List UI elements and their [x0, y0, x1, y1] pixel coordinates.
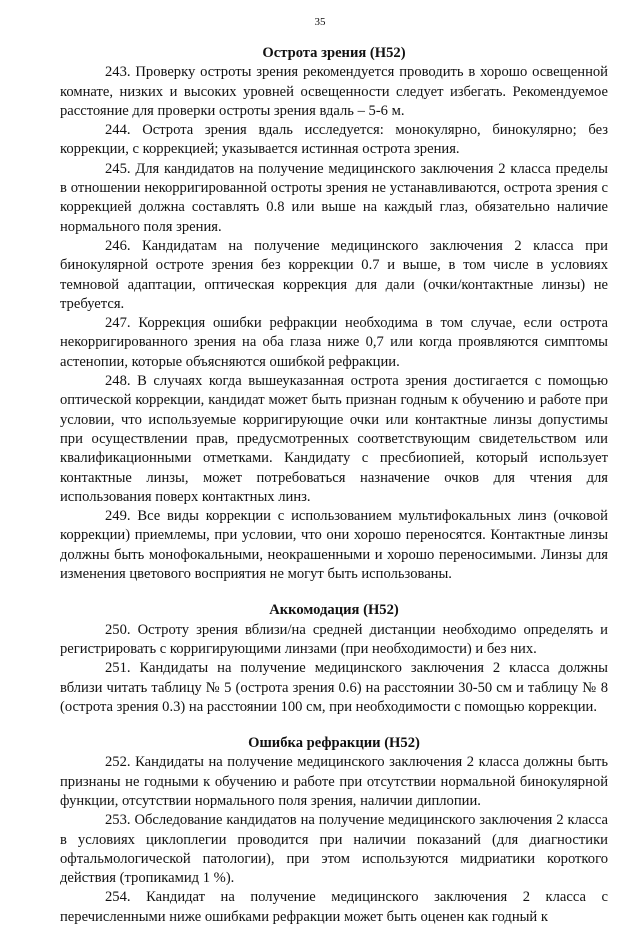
paragraph-250: 250. Остроту зрения вблизи/на средней дистанции необходимо определять и регистрировать с корригирующими линзами (при необходимости) и без них.	[60, 621, 608, 657]
paragraph-247: 247. Коррекция ошибки рефракции необходима в том случае, если острота некорригированного зрения на оба глаза ниже 0,7 или когда проявляются симптомы астенопии, которые объясняются ошибкой рефракции.	[60, 315, 608, 370]
paragraph-244: 244. Острота зрения вдаль исследуется: монокулярно, бинокулярно; без коррекции, с коррекцией; указывается истинная острота зрения.	[60, 122, 608, 158]
section-heading-refraction-error: Ошибка рефракции (Н52)	[248, 735, 420, 752]
paragraph-246: 246. Кандидатам на получение медицинского заключения 2 класса при бинокулярной остроте зрения без коррекции 0.7 и выше, в том числе в условиях темновой адаптации, оптическая коррекция для дали (очки/контактные линзы) не требуется.	[60, 237, 608, 312]
paragraph-243: 243. Проверку остроты зрения рекомендуется проводить в хорошо освещенной комнате, низких и высоких уровней освещенности следует избегать. Рекомендуемое расстояние для проверки остроты зрения вдаль – 5-6 м.	[60, 64, 608, 119]
document-body	[60, 44, 608, 927]
section-heading-accommodation: Аккомодация (Н52)	[269, 602, 399, 619]
page-number: 35	[314, 16, 326, 28]
paragraph-252: 252. Кандидаты на получение медицинского заключения 2 класса должны быть признаны не годными к обучению и работе при отсутствии нормальной бинокулярной функции, отсутствии нормального поля зрения, наличии диплопии.	[60, 754, 608, 809]
paragraph-254: 254. Кандидат на получение медицинского заключения 2 класса с перечисленными ниже ошибками рефракции может быть оценен как годный к	[60, 889, 608, 925]
paragraph-248: 248. В случаях когда вышеуказанная острота зрения достигается с помощью оптической коррекции, кандидат может быть признан годным к обучению и работе при условии, что используемые корригирующие очки или контактные линзы допустимы при осуществлении прав, предусмотренных соответствующим свидетельством или квалификационными отметками. Кандидату с пресбиопией, который использует контактные линзы, может потребоваться назначение очков для чтения для использования поверх контактных линз.	[60, 373, 608, 505]
section-heading-visual-acuity: Острота зрения (Н52)	[262, 45, 406, 61]
paragraph-245: 245. Для кандидатов на получение медицинского заключения 2 класса пределы в отношении некорригированной остроты зрения не устанавливаются, острота зрения с коррекцией должна составлять 0.8 или выше на каждый глаз, обязательно наличие нормального поля зрения.	[60, 160, 608, 235]
paragraph-253: 253. Обследование кандидатов на получение медицинского заключения 2 класса в условиях циклоплегии проводится при наличии показаний (для диагностики офтальмологической патологии), при этом используются мидриатики короткого действия (тропикамид 1 %).	[60, 812, 608, 887]
paragraph-249: 249. Все виды коррекции с использованием мультифокальных линз (очковой коррекции) приемлемы, при условии, что они хорошо переносятся. Контактные линзы должны быть монофокальными, неокрашенными и хорошо переносимыми. Линзы для изменения цветового восприятия не могут быть использованы.	[60, 508, 608, 583]
paragraph-251: 251. Кандидаты на получение медицинского заключения 2 класса должны вблизи читать таблицу № 5 (острота зрения 0.6) на расстоянии 30-50 см и таблицу № 8 (острота зрения 0.3) на расстоянии 100 см, при необходимости с помощью коррекции.	[60, 660, 608, 715]
